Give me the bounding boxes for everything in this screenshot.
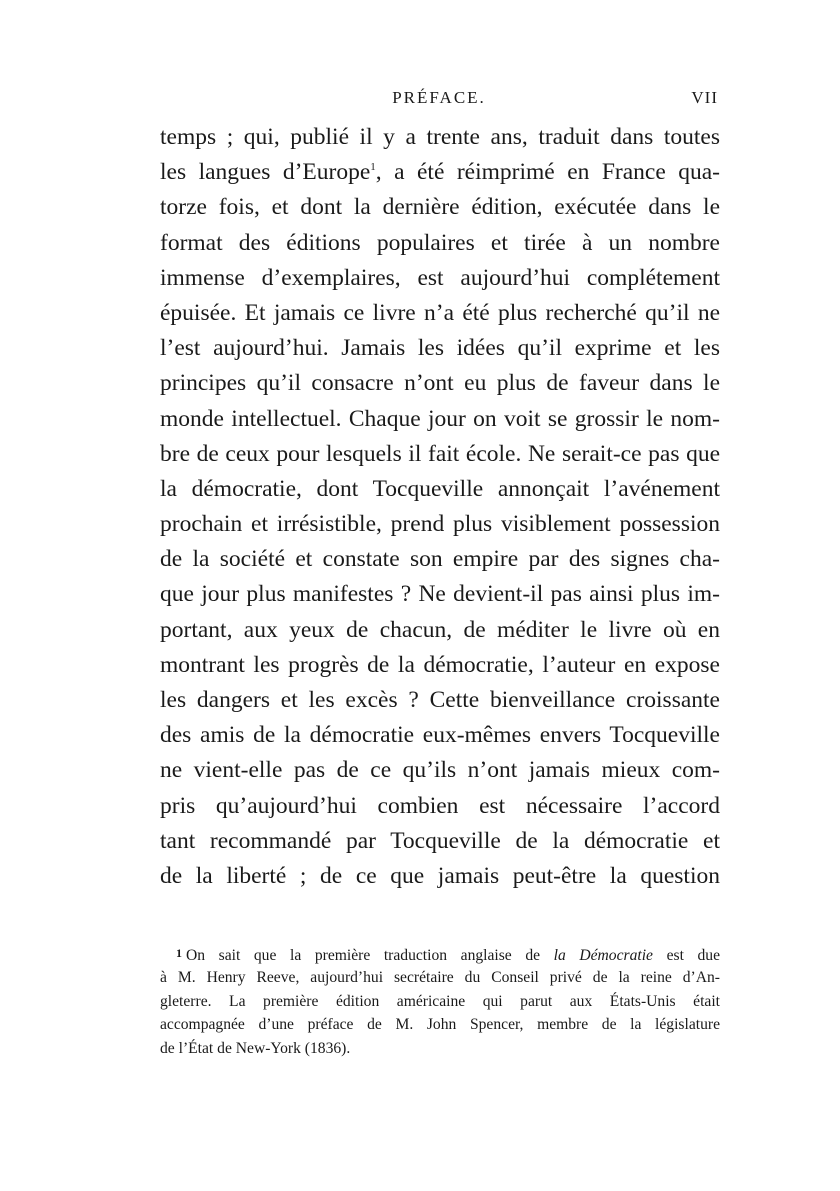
text-line: immense d’exemplaires, est aujourd’hui complétement (160, 264, 720, 291)
text-line: les dangers et les excès ? Cette bienveillance croissante (160, 687, 720, 713)
footnote-book-title: la Démocratie (553, 947, 653, 964)
text-line: torze fois, et dont la dernière édition, exécutée dans le (160, 194, 720, 221)
text-line: ne vient-elle pas de ce qu’ils n’ont jamais mieux com- (160, 757, 720, 784)
footnote-line: à M. Henry Reeve, aujourd’hui secrétaire du Conseil privé de la reine d’An- (160, 968, 720, 986)
footnote-reference: 1 (370, 161, 376, 174)
text-line: l’est aujourd’hui. Jamais les idées qu’il exprime et les (160, 335, 720, 362)
page-number: VII (691, 88, 718, 107)
footnote (160, 942, 720, 1061)
running-title: PRÉFACE. (392, 88, 486, 107)
footnote-text: est due (652, 947, 720, 964)
text-line: pris qu’aujourd’hui combien est nécessaire l’accord (160, 792, 720, 819)
text-line: bre de ceux pour lesquels il fait école. Ne serait-ce pas que (160, 440, 720, 467)
running-head (160, 88, 718, 112)
text-line: des amis de la démocratie eux-mêmes envers Tocqueville (160, 722, 720, 749)
text-line: tant recommandé par Tocqueville de la démocratie et (160, 827, 720, 854)
text-line-with-note-ref (160, 155, 720, 190)
footnote-line: accompagnée d’une préface de M. John Spencer, membre de la législature (160, 1016, 720, 1034)
text-line: de la société et constate son empire par des signes cha- (160, 546, 720, 573)
text-line: de la liberté ; de ce que jamais peut-être la question (160, 862, 720, 889)
text-line: portant, aux yeux de chacun, de méditer le livre où en (160, 616, 720, 643)
body-text (160, 120, 720, 894)
text-line: prochain et irrésistible, prend plus visiblement possession (160, 511, 720, 538)
text-line: que jour plus manifestes ? Ne devient-il pas ainsi plus im- (160, 581, 720, 608)
text-line: montrant les progrès de la démocratie, l’auteur en expose (160, 651, 720, 678)
footnote-text: On sait que la première traduction anglaise de (186, 947, 554, 964)
footnote-line: gleterre. La première édition américaine qui parut aux États-Unis était (160, 992, 720, 1010)
text-line: principes qu’il consacre n’ont eu plus de faveur dans le (160, 370, 720, 397)
text-line-start: les langues d’Europe (160, 159, 371, 186)
text-line: format des éditions populaires et tirée à un nombre (160, 229, 720, 256)
text-line: monde intellectuel. Chaque jour on voit se grossir le nom- (160, 405, 720, 432)
footnote-line: de l’État de New-York (1836). (160, 1040, 351, 1058)
text-line: temps ; qui, publié il y a trente ans, traduit dans toutes (160, 124, 720, 150)
text-line-end: , a été réimprimé en France qua- (375, 159, 720, 186)
text-line: la démocratie, dont Tocqueville annonçait l’avénement (160, 475, 720, 502)
footnote-line (160, 942, 720, 966)
text-line: épuisée. Et jamais ce livre n’a été plus recherché qu’il ne (160, 299, 720, 326)
footnote-marker: 1 (176, 946, 182, 960)
